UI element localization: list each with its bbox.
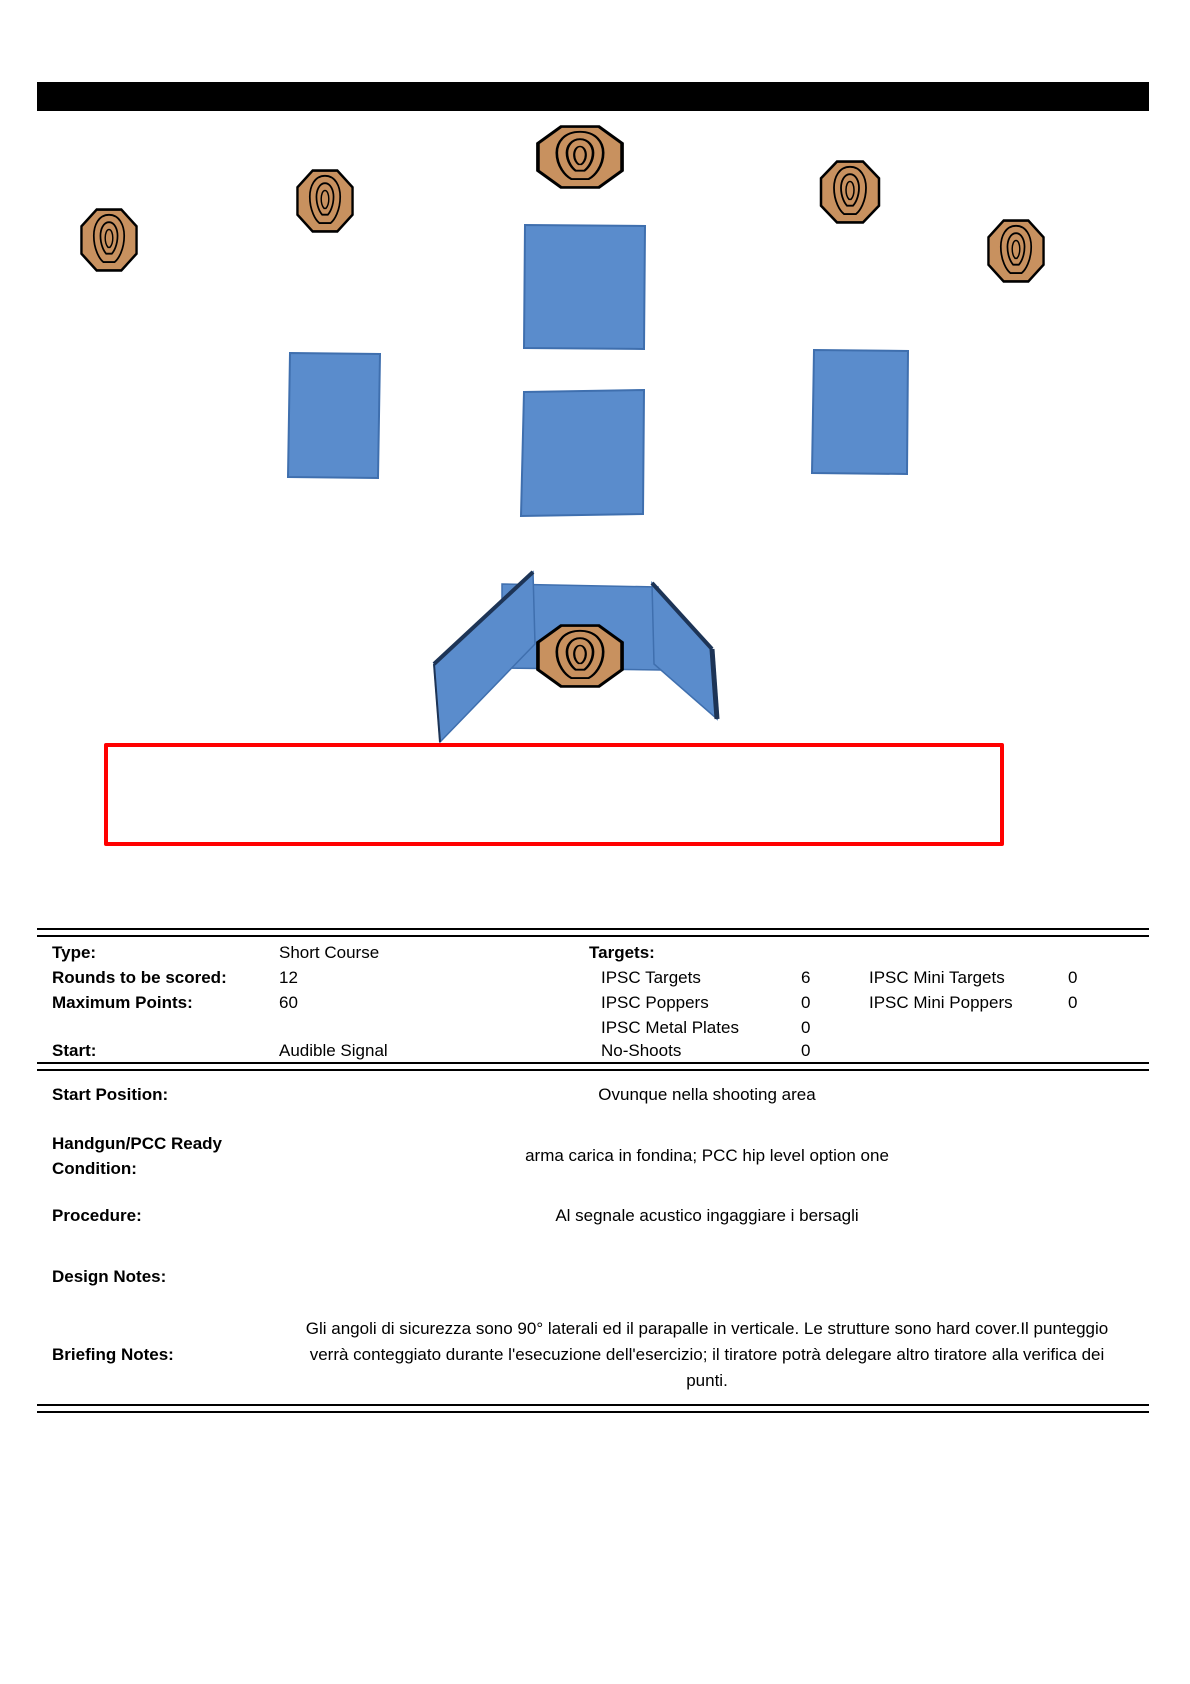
- type-label: Type:: [52, 943, 97, 962]
- max-points-value: 60: [279, 993, 298, 1012]
- ipsc-targets-label: IPSC Targets: [601, 968, 701, 987]
- ipsc-metal-plates-value: 0: [801, 1018, 811, 1037]
- cover-panel-center: [521, 390, 644, 516]
- ipsc-poppers-label: IPSC Poppers: [601, 993, 709, 1012]
- ipsc-poppers-value: 0: [801, 993, 811, 1012]
- cover-panel-right: [812, 350, 908, 474]
- right-wing-wall: [652, 583, 717, 719]
- ipsc-mini-targets-label: IPSC Mini Targets: [869, 968, 1005, 987]
- ipsc-target-4: [821, 162, 879, 223]
- start-value: Audible Signal: [279, 1041, 388, 1060]
- shooting-area-box: [104, 743, 1004, 846]
- start-position-value: Ovunque nella shooting area: [598, 1085, 816, 1104]
- ipsc-metal-plates-label: IPSC Metal Plates: [601, 1018, 739, 1037]
- max-points-label: Maximum Points:: [52, 993, 193, 1012]
- ipsc-mini-targets-value: 0: [1068, 968, 1078, 987]
- no-shoots-label: No-Shoots: [601, 1041, 682, 1060]
- no-shoots-value: 0: [801, 1041, 811, 1060]
- targets-heading: Targets:: [589, 943, 655, 962]
- ipsc-target-1: [81, 210, 136, 271]
- briefing-notes-value: Gli angoli di sicurezza sono 90° laterali ed il parapalle in verticale. Le strutture sono hard cover.Il punteggio verrà conteggiato durante l'esecuzione dell'esercizio; il tiratore potrà delegare altro tiratore alla verifica dei punti.: [305, 1319, 1109, 1390]
- briefing-notes-label: Briefing Notes:: [52, 1345, 174, 1364]
- ipsc-target-5: [988, 221, 1043, 282]
- rounds-label: Rounds to be scored:: [52, 968, 227, 987]
- procedure-value: Al segnale acustico ingaggiare i bersagli: [555, 1206, 859, 1225]
- divider-bottom: [37, 1404, 1149, 1413]
- start-label: Start:: [52, 1041, 97, 1060]
- ipsc-mini-poppers-label: IPSC Mini Poppers: [869, 993, 1013, 1012]
- divider-middle: [37, 1062, 1149, 1071]
- ipsc-targets-value: 6: [801, 968, 811, 987]
- ipsc-target-6: [538, 626, 622, 687]
- cover-panel-center-top: [524, 225, 645, 349]
- procedure-label: Procedure:: [52, 1206, 142, 1225]
- design-notes-label: Design Notes:: [52, 1267, 167, 1286]
- ipsc-target-3: [538, 127, 622, 188]
- ready-condition-label-2: Condition:: [52, 1159, 137, 1178]
- ready-condition-label-1: Handgun/PCC Ready: [52, 1134, 223, 1153]
- start-position-label: Start Position:: [52, 1085, 169, 1104]
- rounds-value: 12: [279, 968, 298, 987]
- ipsc-target-2: [297, 171, 352, 232]
- left-wing-wall: [434, 572, 535, 742]
- ipsc-mini-poppers-value: 0: [1068, 993, 1078, 1012]
- type-value: Short Course: [279, 943, 380, 962]
- ready-condition-value: arma carica in fondina; PCC hip level option one: [525, 1146, 889, 1165]
- divider-top: [37, 928, 1149, 937]
- cover-panel-left: [288, 353, 380, 478]
